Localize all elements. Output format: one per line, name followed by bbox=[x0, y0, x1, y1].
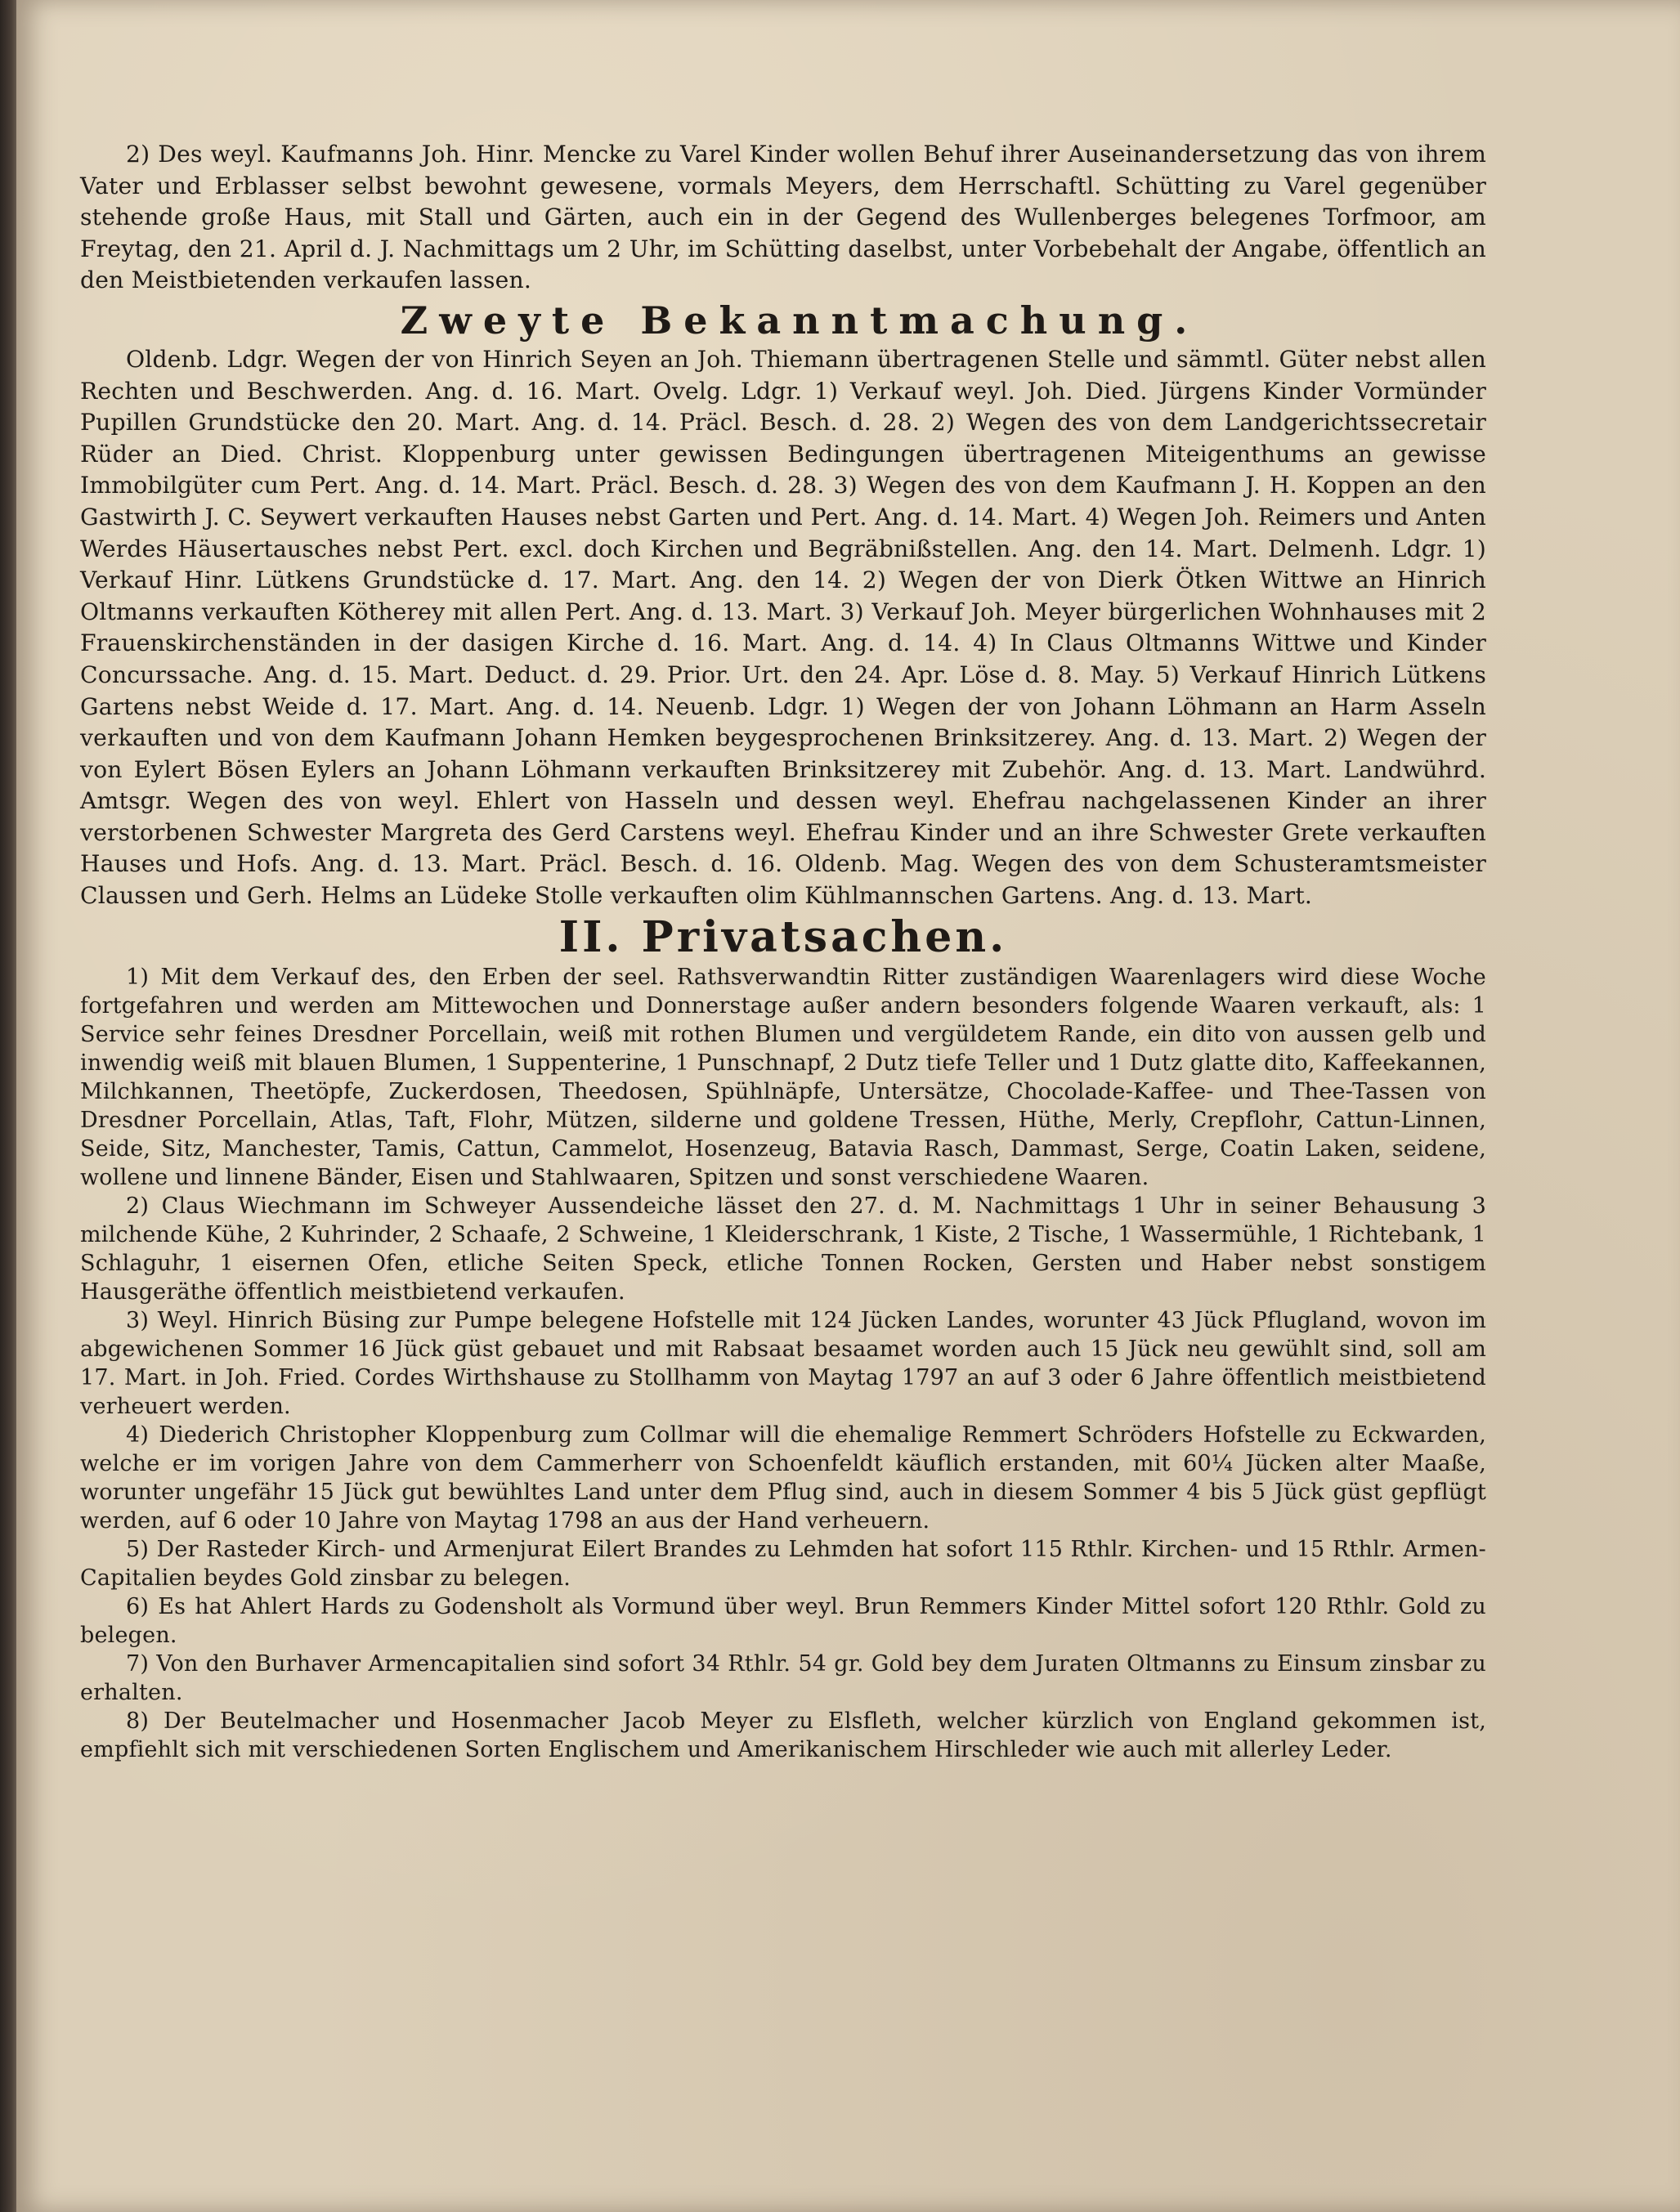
privat-item-1: 1) Mit dem Verkauf des, den Erben der seel. Rathsverwandtin Ritter zuständigen Waarenlagers wird diese Woche fortgefahren und werden am Mittewochen und Donnerstage außer andern besonders folgende Waaren verkauft, als: 1 Service sehr feines Dresdner Porcellain, weiß mit rothen Blumen und vergüldetem Rande, ein dito von aussen gelb und inwendig weiß mit blauen Blumen, 1 Suppenterine, 1 Punschnapf, 2 Dutz tiefe Teller und 1 Dutz glatte dito, Kaffeekannen, Milchkannen, Theetöpfe, Zuckerdosen, Theedosen, Spühlnäpfe, Untersätze, Chocolade-Kaffee- und Thee-Tassen von Dresdner Porcellain, Atlas, Taft, Flohr, Mützen, silderne und goldene Tressen, Hüthe, Merly, Crepflohr, Cattun-Linnen, Seide, Sitz, Manchester, Tamis, Cattun, Cammelot, Hosenzeug, Batavia Rasch, Dammast, Serge, Coatin Laken, seidene, wollene und linnene Bänder, Eisen und Stahlwaaren, Spitzen und sonst verschiedene Waaren. bbox=[80, 964, 1486, 1190]
privat-item-3: 3) Weyl. Hinrich Büsing zur Pumpe belegene Hofstelle mit 124 Jücken Landes, worunter 43 Jück Pflugland, wovon im abgewichenen Sommer 16 Jück güst gebauet und mit Rabsaat besaamet worden auch 15 Jück neu gewühlt sind, soll am 17. Mart. in Joh. Fried. Cordes Wirthshause zu Stollhamm von Maytag 1797 an auf 3 oder 6 Jahre öffentlich meistbietend verheuert werden. bbox=[80, 1307, 1486, 1419]
page-text bbox=[80, 139, 1486, 1764]
privat-item-7: 7) Von den Burhaver Armencapitalien sind sofort 34 Rthlr. 54 gr. Gold bey dem Juraten Oltmanns zu Einsum zinsbar zu erhalten. bbox=[80, 1650, 1486, 1705]
privat-item-6: 6) Es hat Ahlert Hards zu Godensholt als Vormund über weyl. Brun Remmers Kinder Mittel sofort 120 Rthlr. Gold zu belegen. bbox=[80, 1593, 1486, 1648]
heading-zweyte-bekanntmachung: Zweyte Bekanntmachung. bbox=[400, 298, 1199, 343]
privat-item-8: 8) Der Beutelmacher und Hosenmacher Jacob Meyer zu Elsfleth, welcher kürzlich von England gekommen ist, empfiehlt sich mit verschiedenen Sorten Englischem und Amerikanischem Hirschleder wie auch mit allerley Leder. bbox=[80, 1708, 1486, 1762]
privat-item-5: 5) Der Rasteder Kirch- und Armenjurat Eilert Brandes zu Lehmden hat sofort 115 Rthlr. Kirchen- und 15 Rthlr. Armen-Capitalien beydes Gold zinsbar zu belegen. bbox=[80, 1536, 1486, 1591]
notice-zweyte-body: Oldenb. Ldgr. Wegen der von Hinrich Seyen an Joh. Thiemann übertragenen Stelle und sämmtl. Güter nebst allen Rechten und Beschwerden. Ang. d. 16. Mart. Ovelg. Ldgr. 1) Verkauf weyl. Joh. Died. Jürgens Kinder Vormünder Pupillen Grundstücke den 20. Mart. Ang. d. 14. Präcl. Besch. d. 28. 2) Wegen des von dem Landgerichtssecretair Rüder an Died. Christ. Kloppenburg unter gewissen Bedingungen übertragenen Miteigenthums an gewisse Immobilgüter cum Pert. Ang. d. 14. Mart. Präcl. Besch. d. 28. 3) Wegen des von dem Kaufmann J. H. Koppen an den Gastwirth J. C. Seywert verkauften Hauses nebst Garten und Pert. Ang. d. 14. Mart. 4) Wegen Joh. Reimers und Anten Werdes Häusertausches nebst Pert. excl. doch Kirchen und Begräbnißstellen. Ang. den 14. Mart. Delmenh. Ldgr. 1) Verkauf Hinr. Lütkens Grundstücke d. 17. Mart. Ang. den 14. 2) Wegen der von Dierk Ötken Wittwe an Hinrich Oltmanns verkauften Kötherey mit allen Pert. Ang. d. 13. Mart. 3) Verkauf Joh. Meyer bürgerlichen Wohnhauses mit 2 Frauenskirchenständen in der dasigen Kirche d. 16. Mart. Ang. d. 14. 4) In Claus Oltmanns Wittwe und Kinder Concurssache. Ang. d. 15. Mart. Deduct. d. 29. Prior. Urt. den 24. Apr. Löse d. 8. May. 5) Verkauf Hinrich Lütkens Gartens nebst Weide d. 17. Mart. Ang. d. 14. Neuenb. Ldgr. 1) Wegen der von Johann Löhmann an Harm Asseln verkauften und von dem Kaufmann Johann Hemken beygesprochenen Brinksitzerey. Ang. d. 13. Mart. 2) Wegen der von Eylert Bösen Eylers an Johann Löhmann verkauften Brinksitzerey mit Zubehör. Ang. d. 13. Mart. Landwührd. Amtsgr. Wegen des von weyl. Ehlert von Hasseln und dessen weyl. Ehefrau nachgelassenen Kinder an ihrer verstorbenen Schwester Margreta des Gerd Carstens weyl. Ehefrau Kinder und an ihre Schwester Grete verkauften Hauses und Hofs. Ang. d. 13. Mart. Präcl. Besch. d. 16. Oldenb. Mag. Wegen des von dem Schusteramtsmeister Claussen und Gerh. Helms an Lüdeke Stolle verkauften olim Kühlmannschen Gartens. Ang. d. 13. Mart. bbox=[80, 345, 1486, 910]
privat-item-4: 4) Diederich Christopher Kloppenburg zum Collmar will die ehemalige Remmert Schröders Hofstelle zu Eckwarden, welche er im vorigen Jahre von dem Cammerherr von Schoenfeldt käuflich erstanden, mit 60¼ Jücken alter Maaße, worunter ungefähr 15 Jück gut bewühltes Land unter dem Pflug sind, auch in diesem Sommer 4 bis 5 Jück güst gepflügt werden, auf 6 oder 10 Jahre von Maytag 1798 an aus der Hand verheuern. bbox=[80, 1422, 1486, 1534]
newspaper-page bbox=[16, 0, 1680, 2212]
notice-mencke: 2) Des weyl. Kaufmanns Joh. Hinr. Mencke zu Varel Kinder wollen Behuf ihrer Auseinandersetzung das von ihrem Vater und Erblasser selbst bewohnt gewesene, vormals Meyers, dem Herrschaftl. Schütting zu Varel gegenüber stehende große Haus, mit Stall und Gärten, auch ein in der Gegend des Wullenberges belegenes Torfmoor, am Freytag, den 21. April d. J. Nachmittags um 2 Uhr, im Schütting daselbst, unter Vorbebehalt der Angabe, öffentlich an den Meistbietenden verkaufen lassen. bbox=[80, 141, 1486, 294]
privat-item-2: 2) Claus Wiechmann im Schweyer Aussendeiche lässet den 27. d. M. Nachmittags 1 Uhr in seiner Behausung 3 milchende Kühe, 2 Kuhrinder, 2 Schaafe, 2 Schweine, 1 Kleiderschrank, 1 Kiste, 2 Tische, 1 Wassermühle, 1 Richtebank, 1 Schlaguhr, 1 eisernen Ofen, etliche Seiten Speck, etliche Tonnen Rocken, Gersten und Haber nebst sonstigem Hausgeräthe öffentlich meistbietend verkaufen. bbox=[80, 1193, 1486, 1305]
heading-privatsachen: II. Privatsachen. bbox=[558, 911, 1008, 962]
